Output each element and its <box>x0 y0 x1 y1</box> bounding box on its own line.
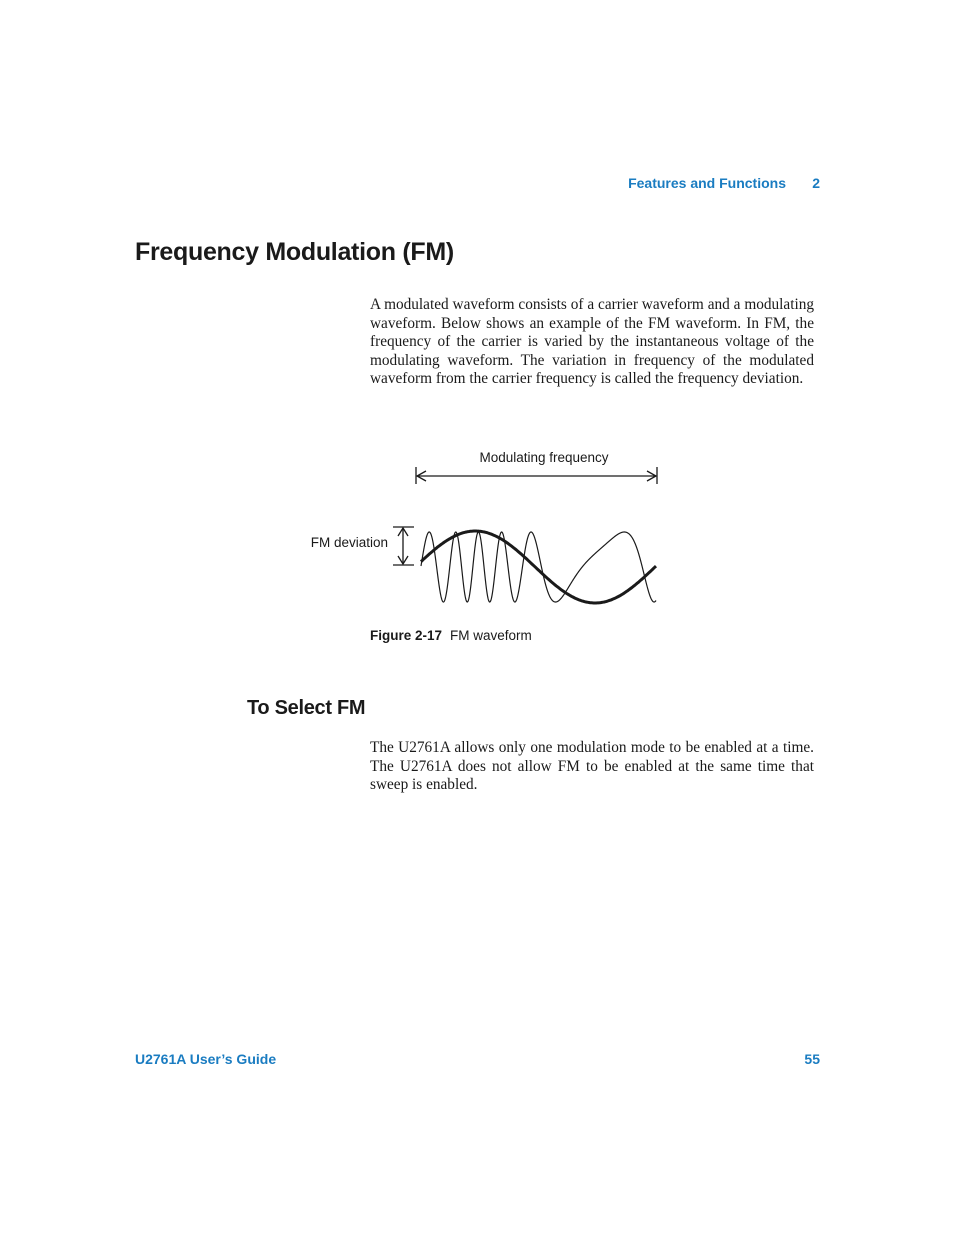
running-header-title: Features and Functions <box>628 175 786 191</box>
fm-deviation-label: FM deviation <box>310 535 388 550</box>
subsection-title: To Select FM <box>247 697 366 719</box>
footer-guide-title: U2761A User’s Guide <box>135 1051 277 1067</box>
running-header-chapter: 2 <box>812 175 820 191</box>
modulating-wave <box>421 531 656 603</box>
section-paragraph: A modulated waveform consists of a carrier waveform and a modulating waveform. Below shows an example of the FM waveform. In FM, the frequency of the carrier is varied by the instantaneous voltage of the modulating waveform. The variation in frequency of the modulated waveform from the carrier frequency is called the frequency deviation. <box>370 296 814 388</box>
figure-caption-text: FM waveform <box>450 628 532 643</box>
fm-carrier-wave <box>421 532 656 602</box>
section-title: Frequency Modulation (FM) <box>135 238 454 266</box>
subsection-paragraph: The U2761A allows only one modulation mode to be enabled at a time. The U2761A does not allow FM to be enabled at the same time that sweep is enabled. <box>370 739 814 794</box>
modulating-frequency-label: Modulating frequency <box>479 450 609 465</box>
modulating-frequency-arrow <box>416 467 657 484</box>
fm-waveform-figure <box>300 440 680 620</box>
fm-deviation-arrow <box>393 527 414 565</box>
figure-caption <box>370 628 532 643</box>
figure-caption-number: Figure 2-17 <box>370 628 443 643</box>
footer-page-number: 55 <box>804 1051 820 1067</box>
